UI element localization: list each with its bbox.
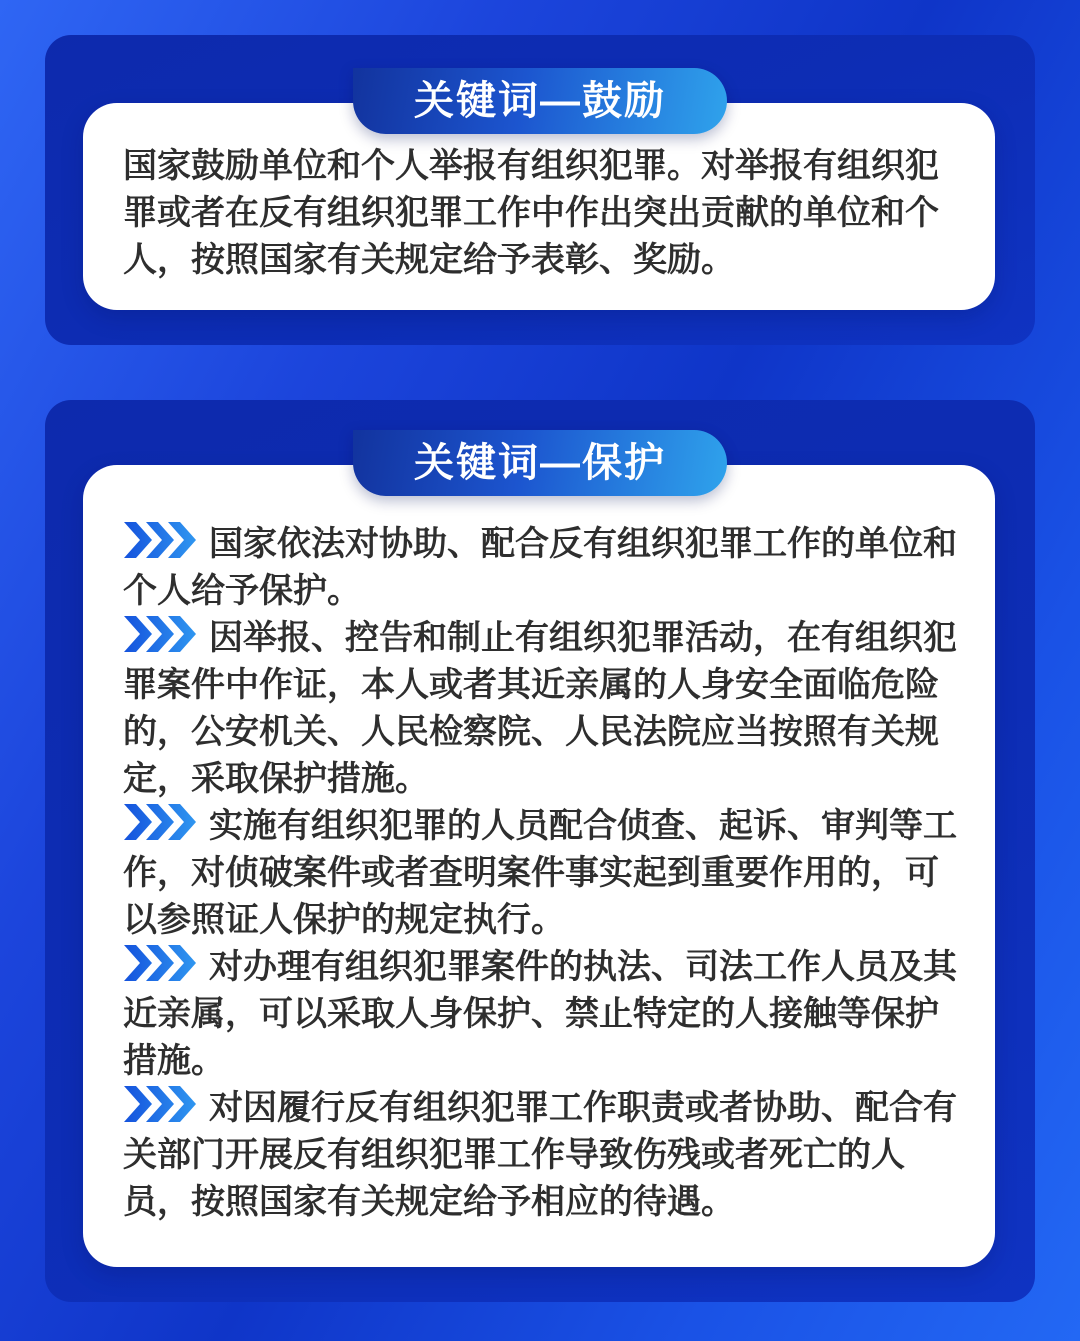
bullet-text: 对办理有组织犯罪案件的执法、司法工作人员及其近亲属，可以采取人身保护、禁止特定的人接触等保护措施。 [123,949,957,1080]
bullet-item [123,521,963,615]
triple-chevron-right-icon [123,945,197,981]
encourage-paragraph: 国家鼓励单位和个人举报有组织犯罪。对举报有组织犯罪或者在反有组织犯罪工作中作出突出贡献的单位和个人，按照国家有关规定给予表彰、奖励。 [123,148,939,279]
bullet-text: 实施有组织犯罪的人员配合侦查、起诉、审判等工作，对侦破案件或者查明案件事实起到重要作用的，可以参照证人保护的规定执行。 [123,808,957,939]
bullet-list [123,521,963,1226]
section-protect [45,400,1035,1302]
bullet-text: 对因履行反有组织犯罪工作职责或者协助、配合有关部门开展反有组织犯罪工作导致伤残或者死亡的人员，按照国家有关规定给予相应的待遇。 [123,1090,957,1221]
triple-chevron-right-icon [123,1086,197,1122]
bullet-item [123,803,963,944]
badge-label: 关键词—鼓励 [414,79,666,123]
triple-chevron-right-icon [123,804,197,840]
content-card-protect [83,465,995,1267]
bullet-text: 国家依法对协助、配合反有组织犯罪工作的单位和个人给予保护。 [123,526,957,610]
bullet-item [123,944,963,1085]
bullet-item [123,615,963,803]
triple-chevron-right-icon [123,522,197,558]
badge-label: 关键词—保护 [414,441,666,485]
section-encourage [45,35,1035,345]
bullet-text: 因举报、控告和制止有组织犯罪活动，在有组织犯罪案件中作证，本人或者其近亲属的人身安全面临危险的，公安机关、人民检察院、人民法院应当按照有关规定，采取保护措施。 [123,620,957,798]
triple-chevron-right-icon [123,616,197,652]
content-card-encourage [83,103,995,310]
section-badge-encourage [353,68,727,134]
bullet-item [123,1085,963,1226]
section-badge-protect [353,430,727,496]
